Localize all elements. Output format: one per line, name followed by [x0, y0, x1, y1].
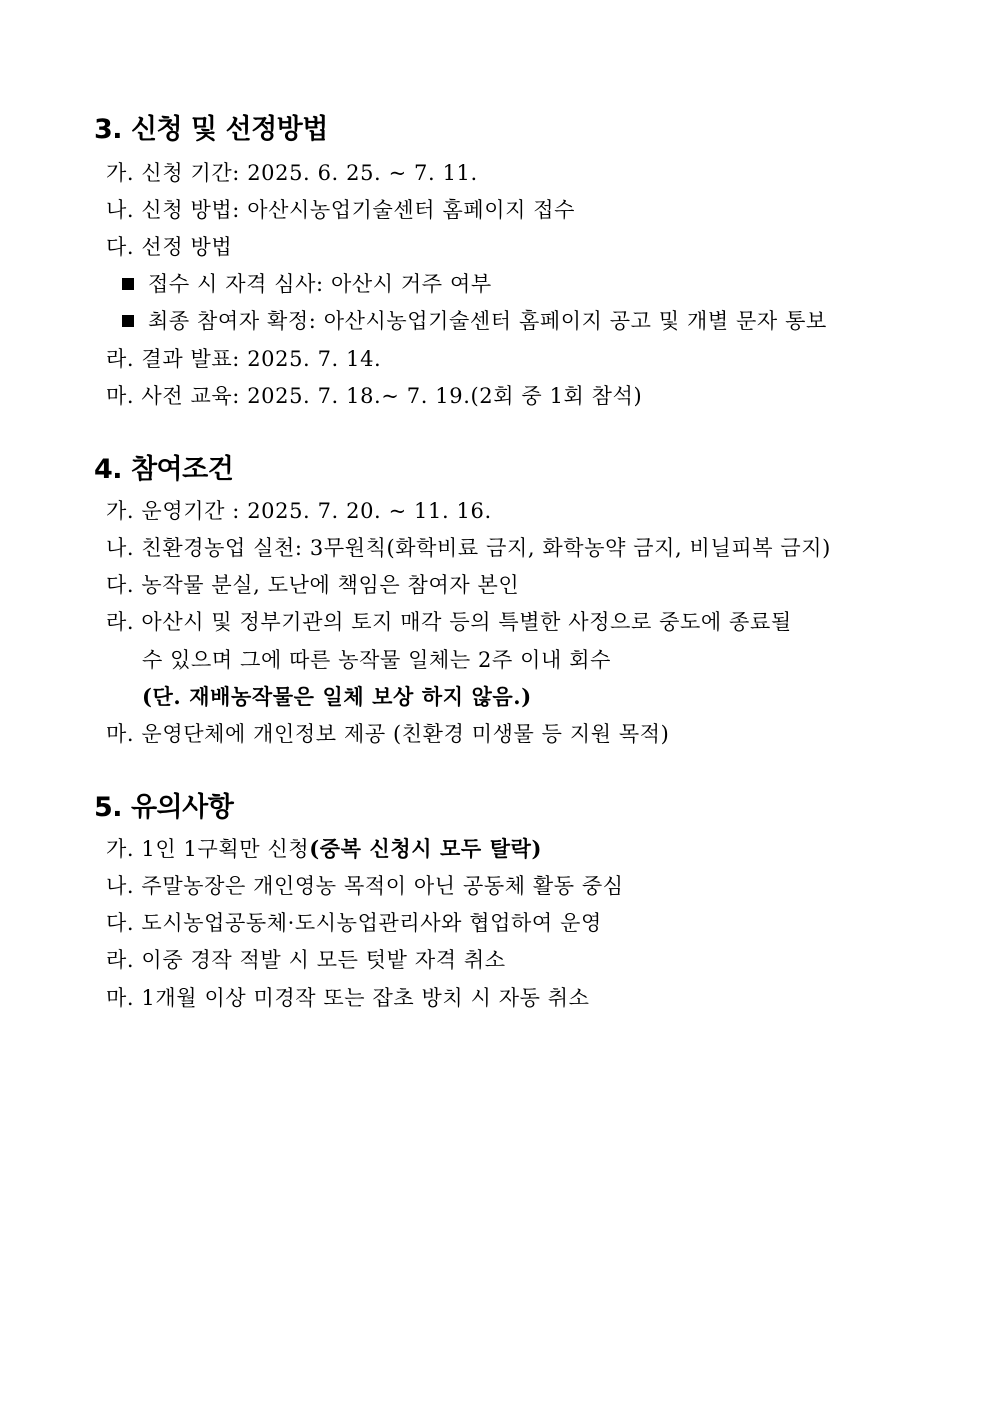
section-4-heading: 4. 참여조건	[94, 454, 234, 485]
section-4-item-ma: 마. 운영단체에 개인정보 제공 (친환경 미생물 등 지원 목적)	[106, 722, 670, 746]
section-5-item-na: 나. 주말농장은 개인영농 목적이 아닌 공동체 활동 중심	[106, 874, 624, 898]
section-3-item-na: 나. 신청 방법: 아산시농업기술센터 홈페이지 접수	[106, 198, 576, 222]
square-bullet-icon	[122, 278, 134, 290]
section-4-item-ra: 라. 아산시 및 정부기관의 토지 매각 등의 특별한 사정으로 중도에 종료될	[106, 610, 792, 634]
section-4-item-na: 나. 친환경농업 실천: 3무원칙(화학비료 금지, 화학농약 금지, 비닐피복 금지)	[106, 536, 831, 560]
section-3-item-da: 다. 선정 방법	[106, 235, 233, 259]
section-3-bullet-2: 최종 참여자 확정: 아산시농업기술센터 홈페이지 공고 및 개별 문자 통보	[148, 309, 827, 333]
section-5-item-da: 다. 도시농업공동체·도시농업관리사와 협업하여 운영	[106, 911, 602, 935]
section-3-bullet-1: 접수 시 자격 심사: 아산시 거주 여부	[148, 272, 492, 296]
section-4-item-da: 다. 농작물 분실, 도난에 책임은 참여자 본인	[106, 573, 520, 597]
section-5-item-ga-text: 가. 1인 1구획만 신청	[106, 837, 310, 861]
section-4-item-ga: 가. 운영기간 : 2025. 7. 20. ~ 11. 16.	[106, 499, 492, 523]
section-5-item-ga-warning: (중복 신청시 모두 탈락)	[309, 836, 543, 861]
square-bullet-icon	[122, 315, 134, 327]
section-3-heading: 3. 신청 및 선정방법	[94, 114, 328, 145]
section-5-item-ra: 라. 이중 경작 적발 시 모든 텃밭 자격 취소	[106, 948, 506, 972]
section-4-item-ra-cont: 수 있으며 그에 따른 농작물 일체는 2주 이내 회수	[142, 648, 611, 672]
section-3-item-ma: 마. 사전 교육: 2025. 7. 18.~ 7. 19.(2회 중 1회 참석)	[106, 384, 643, 408]
section-3-item-ga: 가. 신청 기간: 2025. 6. 25. ~ 7. 11.	[106, 161, 478, 185]
section-3-item-ra: 라. 결과 발표: 2025. 7. 14.	[106, 347, 382, 371]
section-4-notice: (단. 재배농작물은 일체 보상 하지 않음.)	[142, 684, 532, 709]
section-5-item-ga	[106, 835, 542, 863]
section-5-heading: 5. 유의사항	[94, 792, 234, 823]
section-5-item-ma: 마. 1개월 이상 미경작 또는 잡초 방치 시 자동 취소	[106, 986, 590, 1010]
